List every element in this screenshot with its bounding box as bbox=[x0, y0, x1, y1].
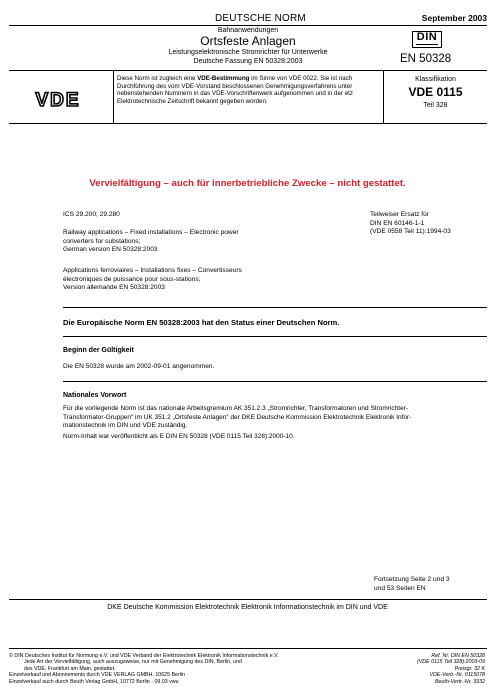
header-rule bbox=[9, 25, 487, 26]
classification-number: VDE 0115 bbox=[408, 85, 463, 99]
dke-committee: DKE Deutsche Kommission Elektrotechnik Elektronik Informationstechnik im DIN und VDE bbox=[107, 604, 388, 611]
classification-label: Klassifikation bbox=[415, 76, 456, 83]
reproduction-warning: Vervielfältigung – auch für innerbetriebliche Zwecke – nicht gestattet. bbox=[89, 178, 406, 189]
doc-title: Ortsfeste Anlagen bbox=[200, 34, 296, 48]
english-title: Railway applications – Fixed installations – Electronic power converters for substations; German version EN 50328:2003 bbox=[63, 229, 239, 254]
classification-part: Teil 328 bbox=[423, 102, 448, 109]
doc-subtitle: Leistungselektronische Stromrichter für Unterwerke bbox=[168, 49, 328, 56]
vde-notice: Diese Norm ist zugleich eine VDE-Bestimmung im Sinne von VDE 0022. Sie ist nach Durchführung des vom VDE-Vorstand beschlossenen Genehmigungsverfahrens unter nebenstehenden Nummern in das VDE-Vorschriftenwerk aufgenommen und in der etz Elektrotechnische Zeitschrift bekannt gegeben worden. bbox=[117, 75, 353, 105]
title-block bbox=[113, 27, 383, 70]
dke-rule-top bbox=[9, 599, 487, 600]
footer-legal: © DIN Deutsches Institut für Normung e.V. und VDE Verband der Elektrotechnik Elektronik Informationstechnik e.V. Jede Art der Vervielfältigung, auch auszugsweise, nur mit Genehmigung des DIN, Berlin, und des VDE, Frankfurt am Main, gestattet. Einzelverkauf und Abonnements durch VDE VERLAG GMBH, 10625 Berlin Einzelverkauf auch durch Beuth Verlag GmbH, 10772 Berlin · 09.03 vwu bbox=[9, 653, 279, 685]
french-title: Applications ferroviaires – Installations fixes – Convertisseurs électroniques de puissance pour sous-stations; Version allemande EN 50328:2003 bbox=[63, 267, 242, 292]
status-rule-top bbox=[63, 307, 487, 308]
din-number: EN 50328 bbox=[400, 53, 452, 65]
vde-rule bbox=[9, 123, 487, 124]
title-rule bbox=[9, 70, 487, 71]
status-statement: Die Europäische Norm EN 50328:2003 hat den Status einer Deutschen Norm. bbox=[63, 318, 340, 327]
replacement-note: Teilweiser Ersatz für DIN EN 60146-1-1 (VDE 0558 Teil 11):1994-03 bbox=[370, 211, 451, 236]
din-logo: DIN bbox=[412, 31, 442, 48]
classification bbox=[384, 75, 487, 110]
doc-version: Deutsche Fassung EN 50328:2003 bbox=[193, 58, 303, 65]
header bbox=[9, 13, 487, 25]
dke-rule-bottom bbox=[9, 648, 487, 649]
continuation-note: Fortsetzung Seite 2 und 3 und 53 Seiten EN bbox=[374, 576, 450, 592]
footer-references: Ref. Nr. DIN EN 50328 (VDE 0115 Teil 328):2003-09 Preisgr. 32 K VDE-Vertr.-Nr. 0115078 Beuth-Vertr.-Nr. 3332 bbox=[416, 653, 485, 685]
vde-logo bbox=[18, 90, 98, 108]
vde-divider-left bbox=[113, 71, 114, 123]
ics-codes: ICS 29.200; 29.280 bbox=[63, 211, 120, 218]
svg-text:VDE: VDE bbox=[35, 90, 81, 108]
norm-type-title: DEUTSCHE NORM bbox=[215, 13, 306, 24]
status-rule-bottom bbox=[63, 336, 487, 337]
foreword-text: Für die vorliegende Norm ist das nationale Arbeitsgremium AK 351.2.3 „Stromrichter, Transformatoren und Stromrichter- Transformator-Gruppen“ im UK 351.2 „Ortsfeste Anlagen“ der DKE Deutsche Kommission Elektrotechnik Elektronik Infor- mationstechnik im DIN und VDE zuständig. Norm-Inhalt war veröffentlicht als E DIN EN 50328 (VDE 0115 Teil 328):2000-10. bbox=[63, 405, 412, 440]
validity-text: Die EN 50328 wurde am 2002-09-01 angenommen. bbox=[63, 363, 215, 370]
validity-heading: Beginn der Gültigkeit bbox=[63, 347, 134, 354]
foreword-heading: Nationales Vorwort bbox=[63, 392, 127, 399]
publication-date: September 2003 bbox=[421, 13, 487, 23]
doc-category: Bahnanwendungen bbox=[217, 27, 279, 34]
validity-rule bbox=[63, 381, 487, 382]
